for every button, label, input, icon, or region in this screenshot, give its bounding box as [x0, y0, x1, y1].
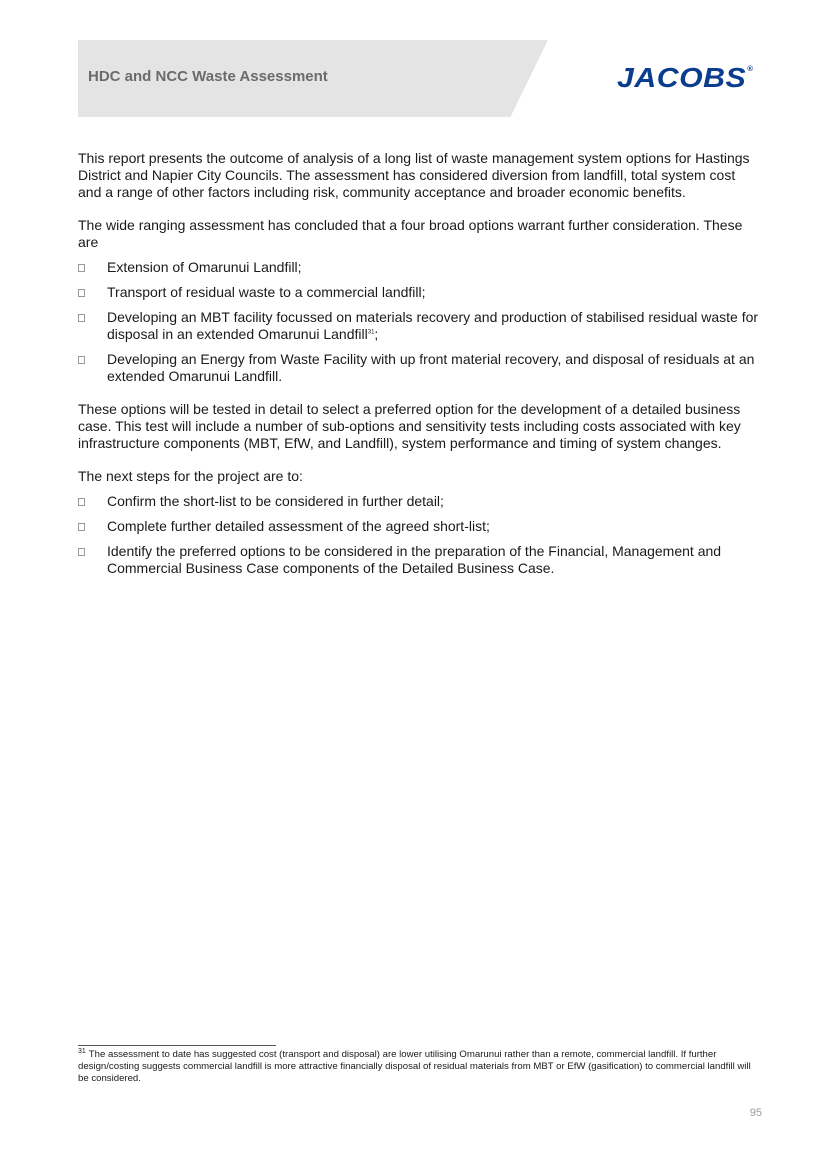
list-item-text: Complete further detailed assessment of the agreed short-list; [107, 518, 490, 534]
footnote-divider [78, 1045, 276, 1046]
footnote [78, 1049, 762, 1085]
registered-mark: ® [747, 66, 754, 73]
footnote-reference[interactable]: 31 [367, 329, 375, 336]
checkbox-bullet-icon [78, 523, 85, 531]
list-item [78, 518, 762, 535]
list-item [78, 351, 762, 385]
intro-paragraph: This report presents the outcome of analysis of a long list of waste management system options for Hastings District and Napier City Councils. The assessment has considered diversion from landfill, total system cost and a range of other factors including risk, community acceptance and broader economic benefits. [78, 150, 750, 200]
options-list [78, 259, 762, 385]
checkbox-bullet-icon [78, 264, 85, 272]
main-content [78, 150, 762, 593]
list-item-text: Developing an MBT facility focussed on materials recovery and production of stabilised residual waste for disposal in an extended Omarunui Landfill [107, 309, 759, 342]
list-item-text: Identify the preferred options to be considered in the preparation of the Financial, Management and Commercial Business Case components of the Detailed Business Case. [107, 543, 722, 576]
logo-text: JACOBS [617, 62, 747, 93]
list-item-suffix: ; [374, 326, 379, 342]
list-item-text: Developing an Energy from Waste Facility with up front material recovery, and disposal of residuals at an extended Omarunui Landfill. [107, 351, 755, 384]
checkbox-bullet-icon [78, 548, 85, 556]
list-item-text: Confirm the short-list to be considered in further detail; [107, 493, 444, 509]
checkbox-bullet-icon [78, 289, 85, 297]
next-steps-intro: The next steps for the project are to: [78, 468, 303, 484]
options-intro-paragraph: The wide ranging assessment has concluded that a four broad options warrant further consideration. These are [78, 217, 743, 250]
jacobs-logo [617, 62, 752, 94]
list-item-text: Extension of Omarunui Landfill; [107, 259, 302, 275]
testing-paragraph: These options will be tested in detail to select a preferred option for the development of a detailed business case. This test will include a number of sub-options and sensitivity tests including costs associated with key infrastructure components (MBT, EfW, and Landfill), system performance and timing of system changes. [78, 401, 741, 451]
document-title: HDC and NCC Waste Assessment [88, 68, 328, 85]
footnote-number: 31 [78, 1047, 86, 1055]
next-steps-list [78, 493, 762, 577]
list-item [78, 309, 762, 343]
page-number: 95 [749, 1107, 762, 1119]
list-item [78, 493, 762, 510]
list-item [78, 259, 762, 276]
checkbox-bullet-icon [78, 356, 85, 364]
list-item [78, 543, 762, 577]
checkbox-bullet-icon [78, 498, 85, 506]
list-item-text: Transport of residual waste to a commercial landfill; [107, 284, 426, 300]
list-item [78, 284, 762, 301]
footnote-text: The assessment to date has suggested cost (transport and disposal) are lower utilising Omarunui rather than a remote, commercial landfill. If further design/costing suggests commercial landfill is more attractive financially disposal of residual materials from MBT or EfW (gasification) to commercial landfill will be considered. [78, 1049, 751, 1084]
checkbox-bullet-icon [78, 314, 85, 322]
